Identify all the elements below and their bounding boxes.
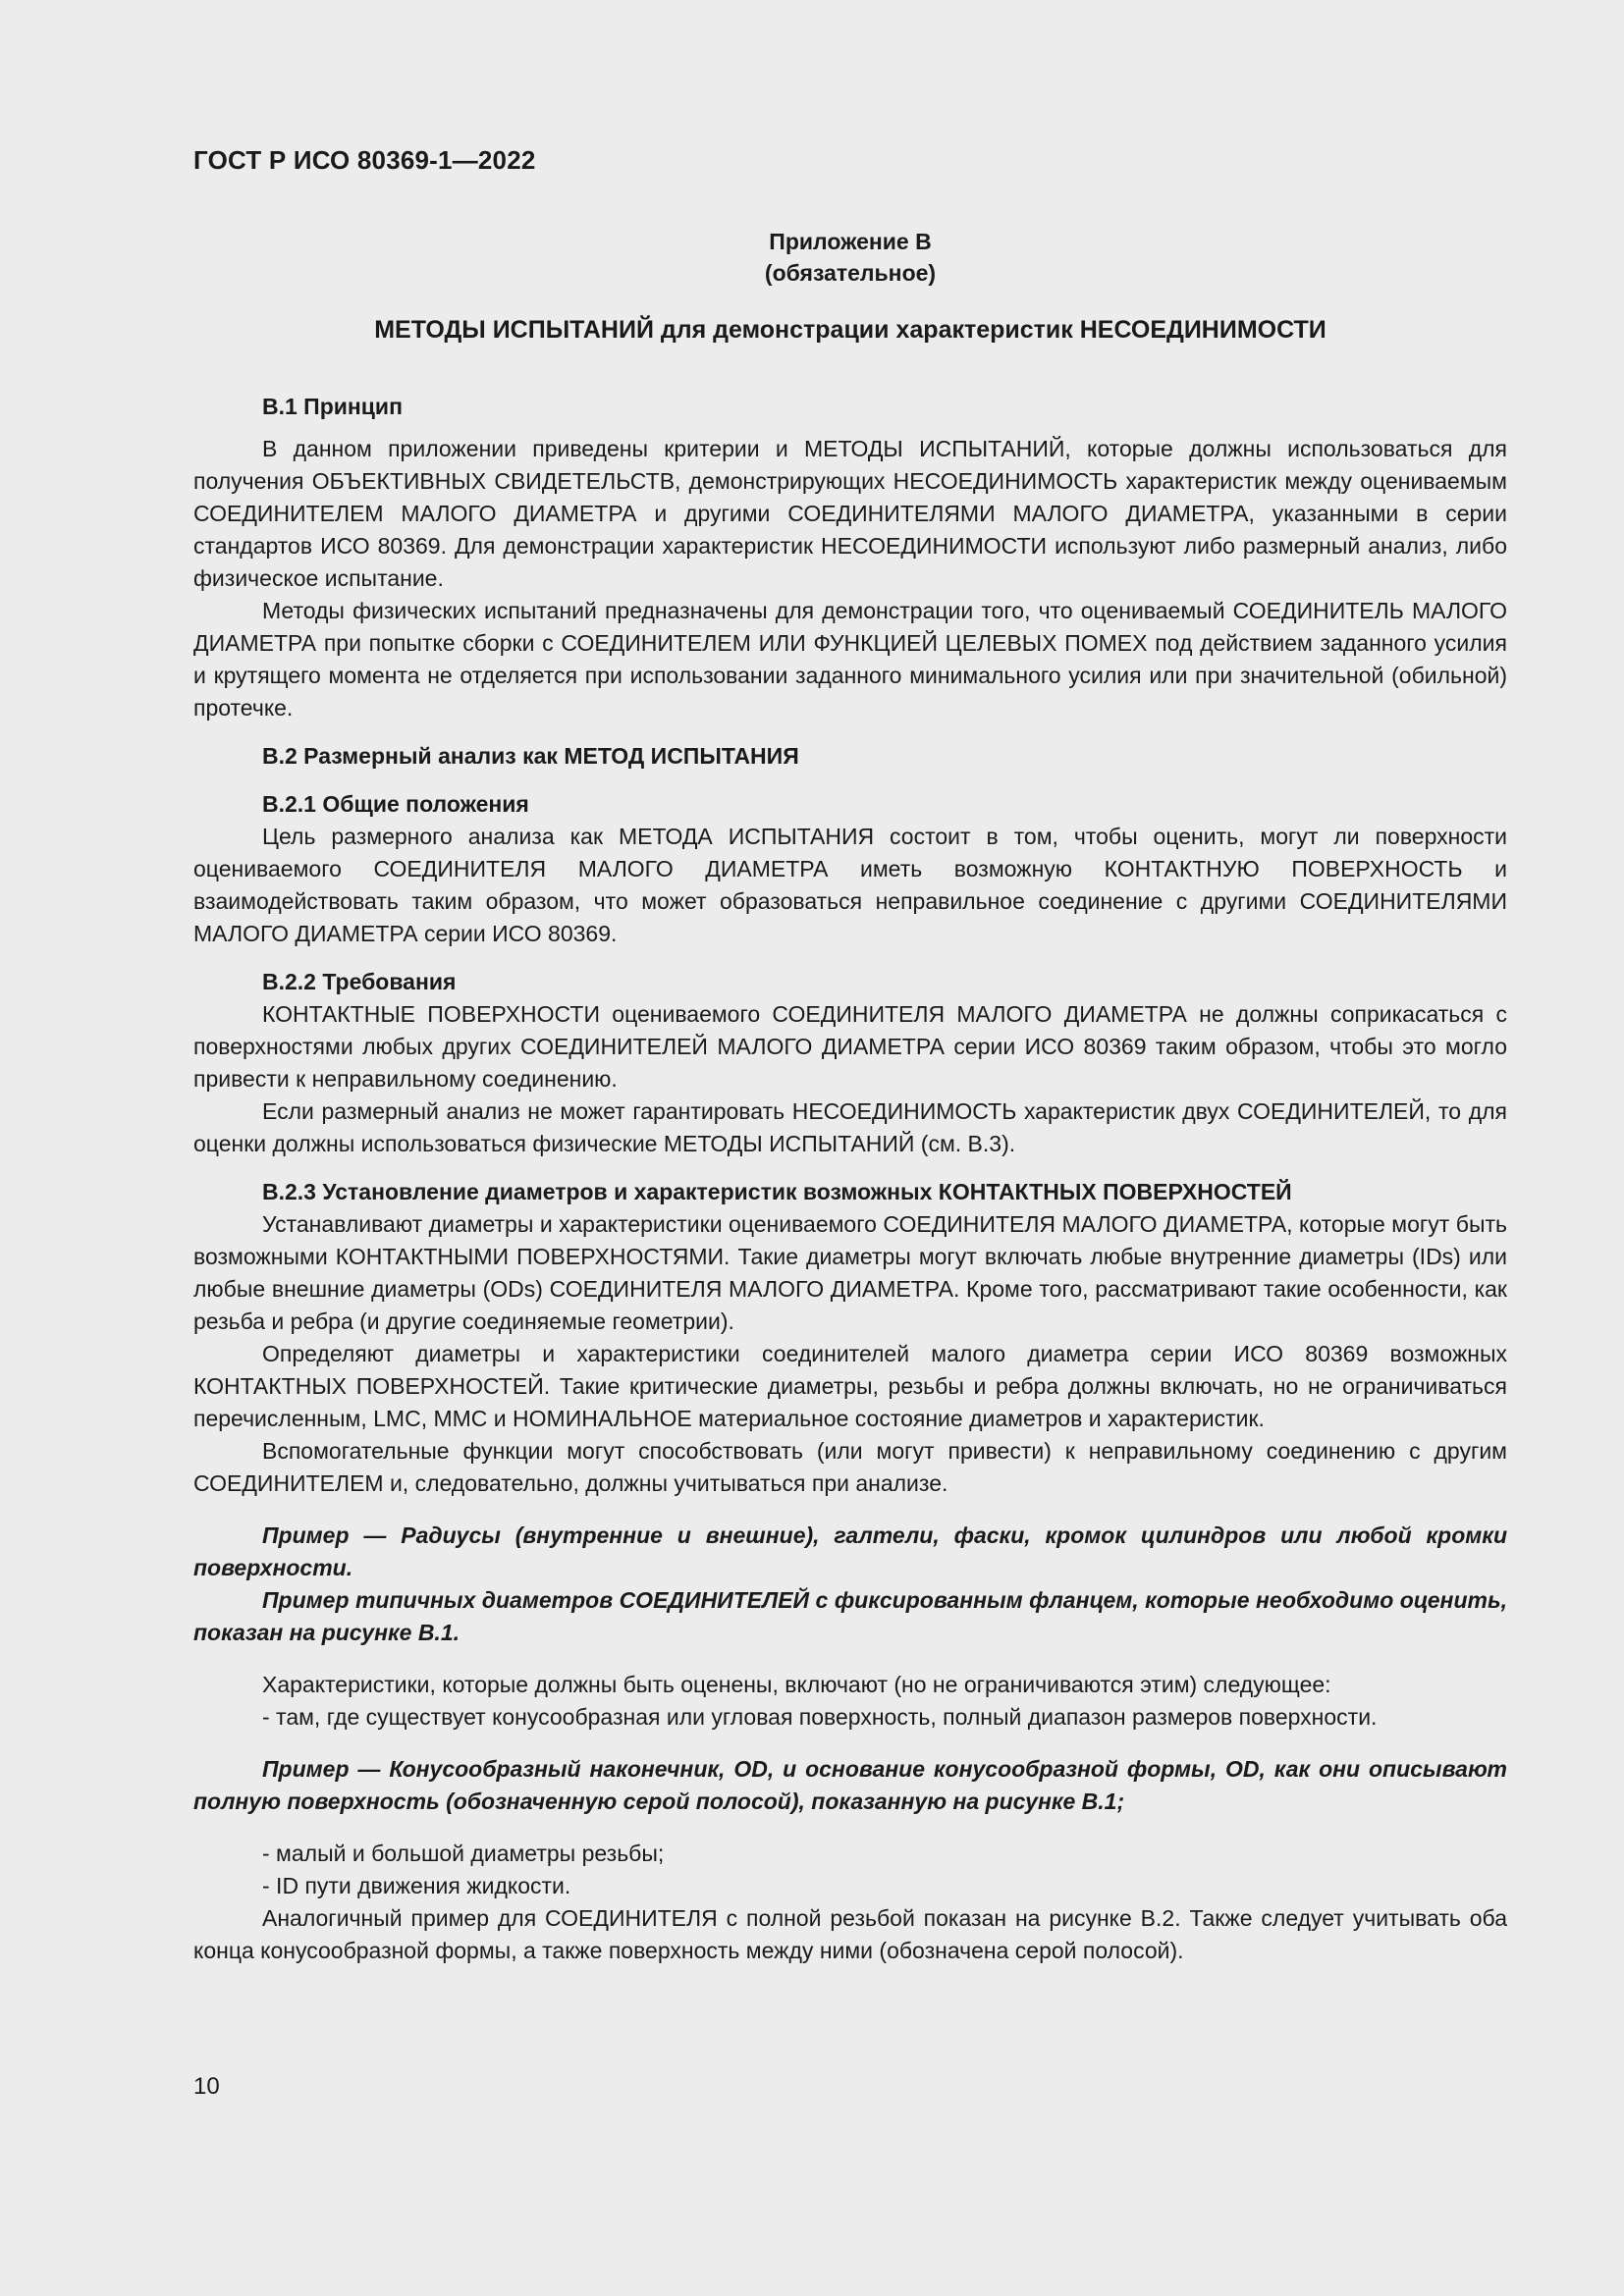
- paragraph: Определяют диаметры и характеристики соединителей малого диаметра серии ИСО 80369 возможных КОНТАКТНЫХ ПОВЕРХНОСТЕЙ. Такие критические диаметры, резьбы и ребра должны включать, но не ограничиваться перечисленным, LMC, MMC и НОМИНАЛЬНОЕ материальное состояние диаметров и характеристик.: [193, 1341, 1507, 1431]
- section-heading-b21: В.2.1 Общие положения: [262, 791, 529, 817]
- paragraph: Методы физических испытаний предназначены для демонстрации того, что оцениваемый СОЕДИНИТЕЛЬ МАЛОГО ДИАМЕТРА при попытке сборки с СОЕДИНИТЕЛЕМ ИЛИ ФУНКЦИЕЙ ЦЕЛЕВЫХ ПОМЕХ под действием заданного усилия и крутящего момента не отделяется при использовании заданного минимального усилия или при значительной (обильной) протечке.: [193, 598, 1507, 721]
- paragraph: Если размерный анализ не может гарантировать НЕСОЕДИНИМОСТЬ характеристик двух СОЕДИНИТЕЛЕЙ, то для оценки должны использоваться физические МЕТОДЫ ИСПЫТАНИЙ (см. В.3).: [193, 1098, 1507, 1156]
- section-heading-b1: В.1 Принцип: [262, 394, 403, 419]
- example-note: Пример типичных диаметров СОЕДИНИТЕЛЕЙ с фиксированным фланцем, которые необходимо оценить, показан на рисунке В.1.: [193, 1587, 1507, 1645]
- paragraph: Аналогичный пример для СОЕДИНИТЕЛЯ с полной резьбой показан на рисунке В.2. Также следует учитывать оба конца конусообразной формы, а также поверхность между ними (обозначена серой полосой).: [193, 1905, 1507, 1963]
- section-heading-b22: В.2.2 Требования: [262, 969, 457, 994]
- section-heading-b23: В.2.3 Установление диаметров и характеристик возможных КОНТАКТНЫХ ПОВЕРХНОСТЕЙ: [262, 1179, 1292, 1204]
- section-heading-b2: В.2 Размерный анализ как МЕТОД ИСПЫТАНИЯ: [262, 743, 799, 769]
- paragraph: Устанавливают диаметры и характеристики оцениваемого СОЕДИНИТЕЛЯ МАЛОГО ДИАМЕТРА, которые могут быть возможными КОНТАКТНЫМИ ПОВЕРХНОСТЯМИ. Такие диаметры могут включать любые внутренние диаметры (IDs) или любые внешние диаметры (ODs) СОЕДИНИТЕЛЯ МАЛОГО ДИАМЕТРА. Кроме того, рассматривают такие особенности, как резьба и ребра (и другие соединяемые геометрии).: [193, 1211, 1507, 1334]
- paragraph: Характеристики, которые должны быть оценены, включают (но не ограничиваются этим) следующее:: [262, 1672, 1331, 1697]
- paragraph: Вспомогательные функции могут способствовать (или могут привести) к неправильному соединению с другим СОЕДИНИТЕЛЕМ и, следовательно, должны учитываться при анализе.: [193, 1438, 1507, 1496]
- page-number: 10: [193, 2073, 220, 2100]
- example-note: Пример — Конусообразный наконечник, OD, и основание конусообразной формы, OD, как они описывают полную поверхность (обозначенную серой полосой), показанную на рисунке В.1;: [193, 1756, 1507, 1814]
- paragraph: В данном приложении приведены критерии и МЕТОДЫ ИСПЫТАНИЙ, которые должны использоваться для получения ОБЪЕКТИВНЫХ СВИДЕТЕЛЬСТВ, демонстрирующих НЕСОЕДИНИМОСТЬ характеристик между оцениваемым СОЕДИНИТЕЛЕМ МАЛОГО ДИАМЕТРА и другими СОЕДИНИТЕЛЯМИ МАЛОГО ДИАМЕТРА, указанными в серии стандартов ИСО 80369. Для демонстрации характеристик НЕСОЕДИНИМОСТИ используют либо размерный анализ, либо физическое испытание.: [193, 436, 1507, 591]
- example-note: Пример — Радиусы (внутренние и внешние), галтели, фаски, кромок цилиндров или любой кромки поверхности.: [193, 1522, 1507, 1580]
- annex-status: (обязательное): [764, 260, 937, 286]
- paragraph: КОНТАКТНЫЕ ПОВЕРХНОСТИ оцениваемого СОЕДИНИТЕЛЯ МАЛОГО ДИАМЕТРА не должны соприкасаться с поверхностями любых других СОЕДИНИТЕЛЕЙ МАЛОГО ДИАМЕТРА серии ИСО 80369 таким образом, чтобы это могло привести к неправильному соединению.: [193, 1001, 1507, 1092]
- list-item: - ID пути движения жидкости.: [262, 1873, 571, 1898]
- list-item: - малый и большой диаметры резьбы;: [262, 1841, 665, 1866]
- list-item: - там, где существует конусообразная или угловая поверхность, полный диапазон размеров поверхности.: [262, 1704, 1378, 1730]
- standard-header: ГОСТ Р ИСО 80369-1—2022: [193, 145, 536, 175]
- document-body: [193, 391, 1507, 1967]
- annex-label-block: [193, 226, 1507, 289]
- annex-label: Приложение В: [769, 229, 932, 254]
- annex-title: МЕТОДЫ ИСПЫТАНИЙ для демонстрации характеристик НЕСОЕДИНИМОСТИ: [374, 316, 1326, 344]
- paragraph: Цель размерного анализа как МЕТОДА ИСПЫТАНИЯ состоит в том, чтобы оценить, могут ли поверхности оцениваемого СОЕДИНИТЕЛЯ МАЛОГО ДИАМЕТРА иметь возможную КОНТАКТНУЮ ПОВЕРХНОСТЬ и взаимодействовать таким образом, что может образоваться неправильное соединение с другими СОЕДИНИТЕЛЯМИ МАЛОГО ДИАМЕТРА серии ИСО 80369.: [193, 824, 1507, 946]
